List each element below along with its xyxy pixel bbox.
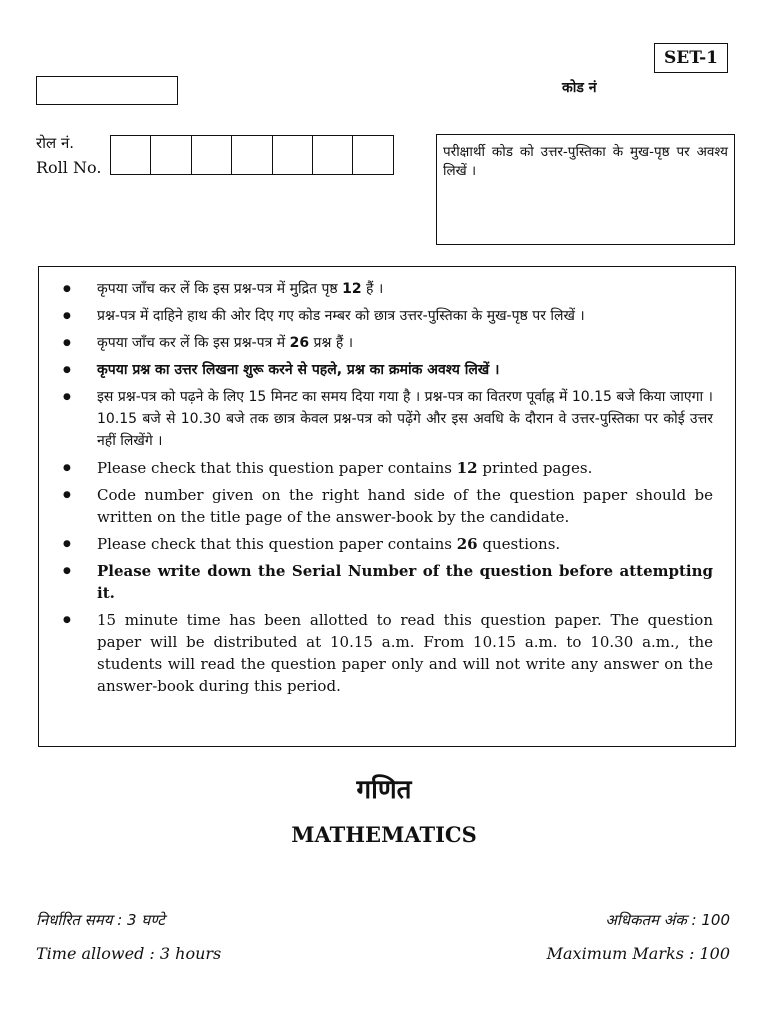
instruction-item: [61, 305, 713, 327]
instruction-text: [97, 332, 713, 354]
time-allowed-hindi: निर्धारित समय : 3 घण्टे: [36, 911, 165, 929]
code-note-box: परीक्षार्थी कोड को उत्तर-पुस्तिका के मुख-पृष्ठ पर अवश्य लिखें ।: [436, 134, 735, 245]
instruction-text-part: printed pages.: [477, 459, 593, 477]
subject-title-hindi: गणित: [356, 775, 412, 805]
bullet-icon: ●: [63, 284, 71, 294]
bullet-icon: ●: [63, 539, 71, 549]
set-badge: SET-1: [654, 43, 728, 73]
instruction-item: [61, 484, 713, 528]
instruction-item: [61, 533, 713, 555]
instruction-item: [61, 457, 713, 479]
instruction-text: [97, 533, 713, 555]
instruction-text-part: Please check that this question paper contains: [97, 535, 457, 553]
instruction-item: [61, 332, 713, 354]
instruction-text: [97, 560, 713, 604]
bullet-icon: ●: [63, 566, 71, 576]
instruction-text: [97, 305, 713, 327]
instruction-text-part: questions.: [477, 535, 561, 553]
bullet-icon: ●: [63, 615, 71, 625]
instruction-text-part: Please check that this question paper contains: [97, 459, 457, 477]
maximum-marks-english: Maximum Marks : 100: [546, 944, 730, 963]
roll-number-boxes[interactable]: [110, 135, 394, 175]
instruction-text: [97, 484, 713, 528]
roll-number-cell[interactable]: [313, 136, 353, 174]
bullet-icon: ●: [63, 490, 71, 500]
instruction-item: [61, 560, 713, 604]
bullet-icon: ●: [63, 463, 71, 473]
maximum-marks-hindi: अधिकतम अंक : 100: [605, 911, 730, 929]
bullet-icon: ●: [63, 392, 71, 402]
instruction-text: [97, 609, 713, 697]
roll-number-cell[interactable]: [111, 136, 151, 174]
instruction-text-part: Code number given on the right hand side of the question paper should be written on the title page of the answer-book by the candidate.: [97, 486, 713, 526]
roll-label-english: Roll No.: [36, 158, 102, 177]
roll-number-cell[interactable]: [232, 136, 272, 174]
instruction-text-part: 26: [289, 335, 310, 351]
instruction-text-part: 26: [456, 535, 478, 553]
instruction-item: [61, 359, 713, 381]
instruction-text-part: कृपया जाँच कर लें कि इस प्रश्न-पत्र में मुद्रित पृष्ठ: [97, 281, 343, 297]
bullet-icon: ●: [63, 311, 71, 321]
instruction-text: [97, 278, 713, 300]
roll-number-cell[interactable]: [353, 136, 392, 174]
instruction-text: [97, 359, 713, 381]
bullet-icon: ●: [63, 338, 71, 348]
instruction-text-part: Please write down the Serial Number of the question before attempting it.: [97, 562, 713, 602]
instruction-text-part: 15 minute time has been allotted to read this question paper. The question paper will be distributed at 10.15 a.m. From 10.15 a.m. to 10.30 a.m., the students will read the question paper only and will not write any answer on the answer-book during this period.: [97, 611, 713, 695]
instruction-text-part: कृपया प्रश्न का उत्तर लिखना शुरू करने से पहले, प्रश्न का क्रमांक अवश्य लिखें ।: [97, 362, 500, 378]
roll-number-cell[interactable]: [192, 136, 232, 174]
instruction-text-part: 12: [456, 459, 478, 477]
code-number-label: कोड नं: [562, 80, 597, 96]
instruction-text-part: प्रश्न हैं ।: [309, 335, 354, 351]
roll-number-cell[interactable]: [151, 136, 191, 174]
instruction-text-part: 12: [342, 281, 362, 297]
instruction-item: [61, 386, 713, 452]
instruction-text-part: कृपया जाँच कर लें कि इस प्रश्न-पत्र में: [97, 335, 290, 351]
roll-label-hindi: रोल नं.: [36, 134, 75, 152]
instruction-item: [61, 609, 713, 697]
time-allowed-english: Time allowed : 3 hours: [36, 944, 222, 963]
instruction-text: [97, 386, 713, 452]
roll-number-cell[interactable]: [273, 136, 313, 174]
instruction-item: [61, 278, 713, 300]
instruction-text-part: हैं ।: [361, 281, 384, 297]
instruction-text: [97, 457, 713, 479]
instruction-text-part: प्रश्न-पत्र में दाहिने हाथ की ओर दिए गए कोड नम्बर को छात्र उत्तर-पुस्तिका के मुख-पृष्ठ पर लिखें ।: [97, 308, 585, 324]
subject-title-english: MATHEMATICS: [291, 822, 477, 847]
instructions-box: [38, 266, 736, 747]
instruction-text-part: इस प्रश्न-पत्र को पढ़ने के लिए 15 मिनट का समय दिया गया है । प्रश्न-पत्र का वितरण पूर्वाह्न में 10.15 बजे किया जाएगा । 10.15 बजे से 10.30 बजे तक छात्र केवल प्रश्न-पत्र को पढ़ेंगे और इस अवधि के दौरान वे उत्तर-पुस्तिका पर कोई उत्तर नहीं लिखेंगे ।: [97, 389, 713, 449]
bullet-icon: ●: [63, 365, 71, 375]
code-entry-box[interactable]: [36, 76, 178, 105]
